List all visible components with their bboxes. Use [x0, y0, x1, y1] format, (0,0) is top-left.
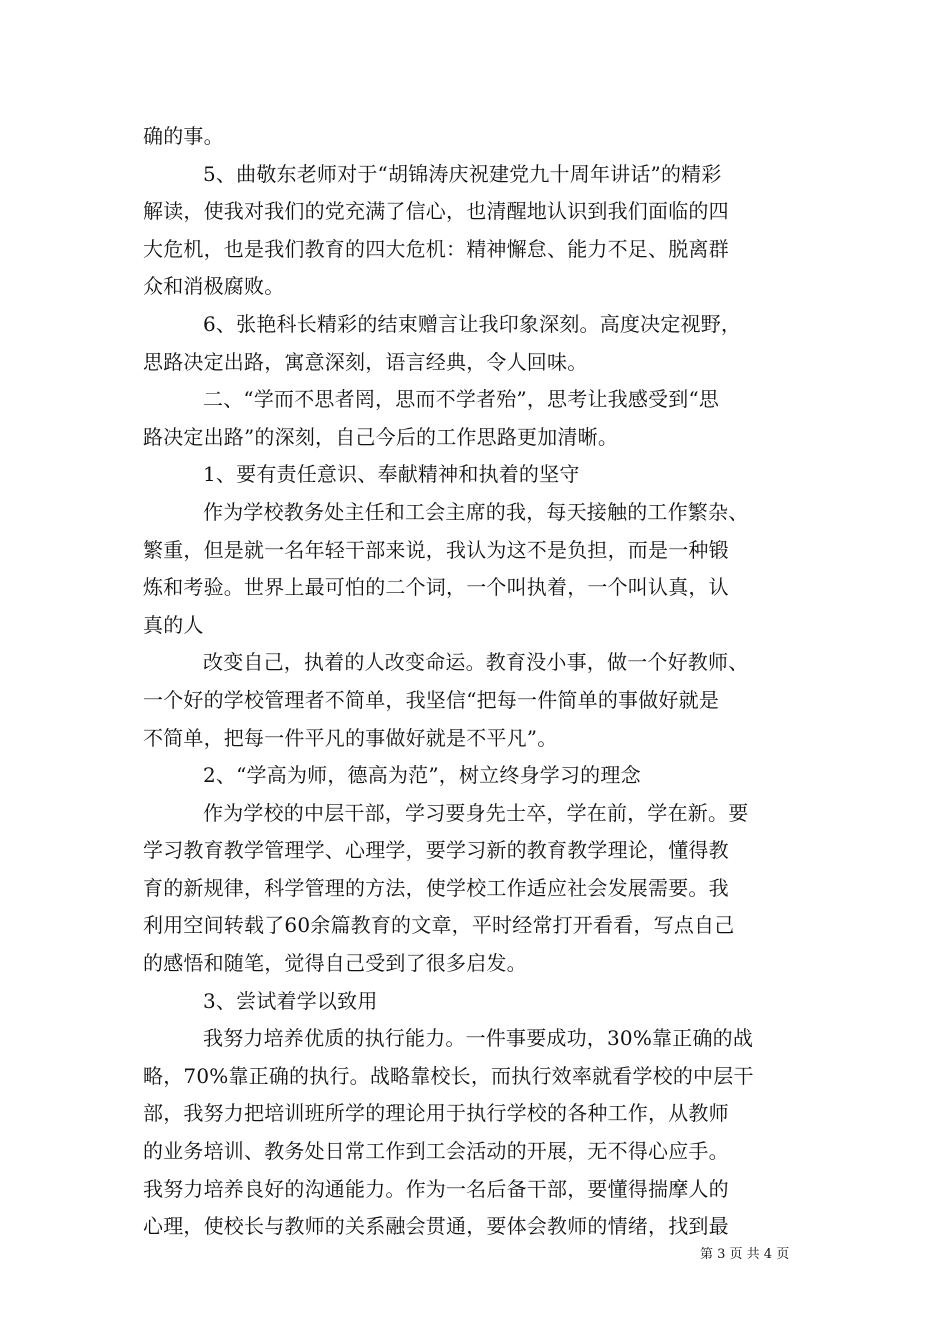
text-line: 确的事。: [143, 124, 224, 148]
document-body: [143, 118, 811, 1246]
text-line: 5、曲敬东老师对于“胡锦涛庆祝建党九十周年讲话”的精彩: [203, 161, 722, 186]
text-line: 的感悟和随笔，觉得自己受到了很多启发。: [143, 951, 527, 976]
text-line: 学习教育教学管理学、心理学，要学习新的教育教学理论，懂得教: [143, 838, 729, 863]
text-line: 大危机，也是我们教育的四大危机：精神懈怠、能力不足、脱离群: [143, 236, 729, 261]
text-line: 炼和考验。世界上最可怕的二个词，一个叫执着，一个叫认真，认: [143, 575, 729, 600]
text-line: 一个好的学校管理者不简单，我坚信“把每一件简单的事做好就是: [143, 687, 720, 712]
text-line: 繁重，但是就一名年轻干部来说，我认为这不是负担，而是一种锻: [143, 537, 729, 562]
text-line: 解读，使我对我们的党充满了信心，也清醒地认识到我们面临的四: [143, 199, 729, 224]
text-line: 3、尝试着学以致用: [203, 988, 378, 1013]
page-number-footer: 第 3 页 共 4 页: [700, 1247, 790, 1262]
text-line: 作为学校的中层干部，学习要身先士卒，学在前，学在新。要: [203, 800, 749, 825]
text-line: 1、要有责任意识、奉献精神和执着的坚守: [203, 462, 580, 487]
text-line: 心理，使校长与教师的关系融会贯通，要体会教师的情绪，找到最: [143, 1214, 729, 1239]
text-line: 众和消极腐败。: [143, 274, 285, 299]
text-line: 的业务培训、教务处日常工作到工会活动的开展，无不得心应手。: [143, 1139, 729, 1164]
text-line: 作为学校教务处主任和工会主席的我，每天接触的工作繁杂、: [203, 499, 749, 524]
text-line: 我努力培养良好的沟通能力。作为一名后备干部，要懂得揣摩人的: [143, 1176, 729, 1201]
text-line: 6、张艳科长精彩的结束赠言让我印象深刻。高度决定视野，: [203, 311, 742, 336]
text-line: 2、“学高为师，德高为范”，树立终身学习的理念: [203, 763, 641, 788]
text-line: 我努力培养优质的执行能力。一件事要成功，30%靠正确的战: [203, 1026, 754, 1051]
text-line: 路决定出路”的深刻，自己今后的工作思路更加清晰。: [143, 424, 619, 449]
text-line: 略，70%靠正确的执行。战略靠校长，而执行效率就看学校的中层干: [143, 1063, 754, 1088]
text-line: 改变自己，执着的人改变命运。教育没小事，做一个好教师、: [203, 650, 749, 675]
text-line: 思路决定出路，寓意深刻，语言经典，令人回味。: [143, 349, 588, 374]
text-line: 育的新规律，科学管理的方法，使学校工作适应社会发展需要。我: [143, 875, 729, 900]
text-line: 二、“学而不思者罔，思而不学者殆”，思考让我感受到“思: [203, 387, 720, 412]
text-line: 真的人: [143, 612, 204, 637]
text-line: 部，我努力把培训班所学的理论用于执行学校的各种工作，从教师: [143, 1101, 729, 1126]
text-line: 利用空间转载了60余篇教育的文章，平时经常打开看看，写点自己: [143, 913, 735, 938]
text-line: 不简单，把每一件平凡的事做好就是不平凡”。: [143, 725, 558, 750]
